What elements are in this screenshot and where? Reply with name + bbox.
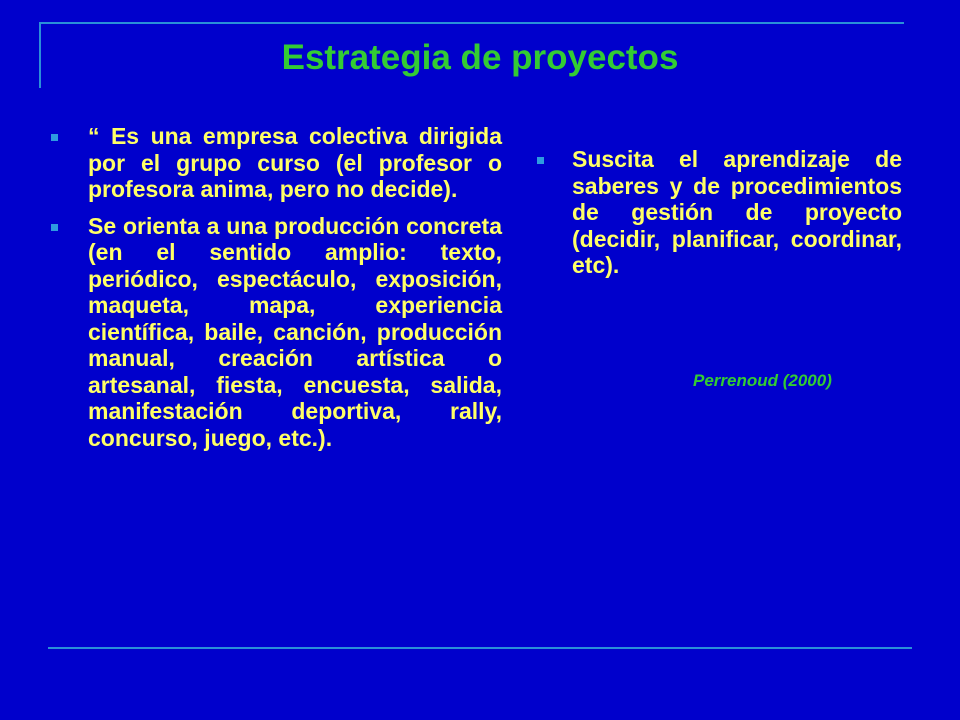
right-bullet-list bbox=[534, 146, 902, 289]
square-bullet-icon bbox=[51, 134, 58, 141]
square-bullet-icon bbox=[537, 157, 544, 164]
bottom-divider-line bbox=[48, 647, 912, 649]
citation: Perrenoud (2000) bbox=[693, 371, 832, 390]
bullet-text: Se orienta a una producción concreta (en el sentido amplio: texto, periódico, espectáculo, exposición, maqueta, mapa, experiencia científica, baile, canción, producción manual, creación artística o artesanal, fiesta, encuesta, salida, manifestación deportiva, rally, concurso, juego, etc.). bbox=[88, 212, 502, 451]
list-item bbox=[534, 146, 902, 279]
slide-title: Estrategia de proyectos bbox=[281, 38, 679, 77]
list-item bbox=[48, 213, 502, 452]
bullet-text: “ Es una empresa colectiva dirigida por el grupo curso (el profesor o profesora anima, pero no decide). bbox=[88, 123, 502, 202]
list-item bbox=[48, 123, 502, 203]
bullet-text: Suscita el aprendizaje de saberes y de procedimientos de gestión de proyecto (decidir, planificar, coordinar, etc). bbox=[572, 146, 902, 278]
top-divider-line bbox=[40, 22, 904, 24]
left-bullet-list bbox=[48, 123, 502, 461]
square-bullet-icon bbox=[51, 224, 58, 231]
